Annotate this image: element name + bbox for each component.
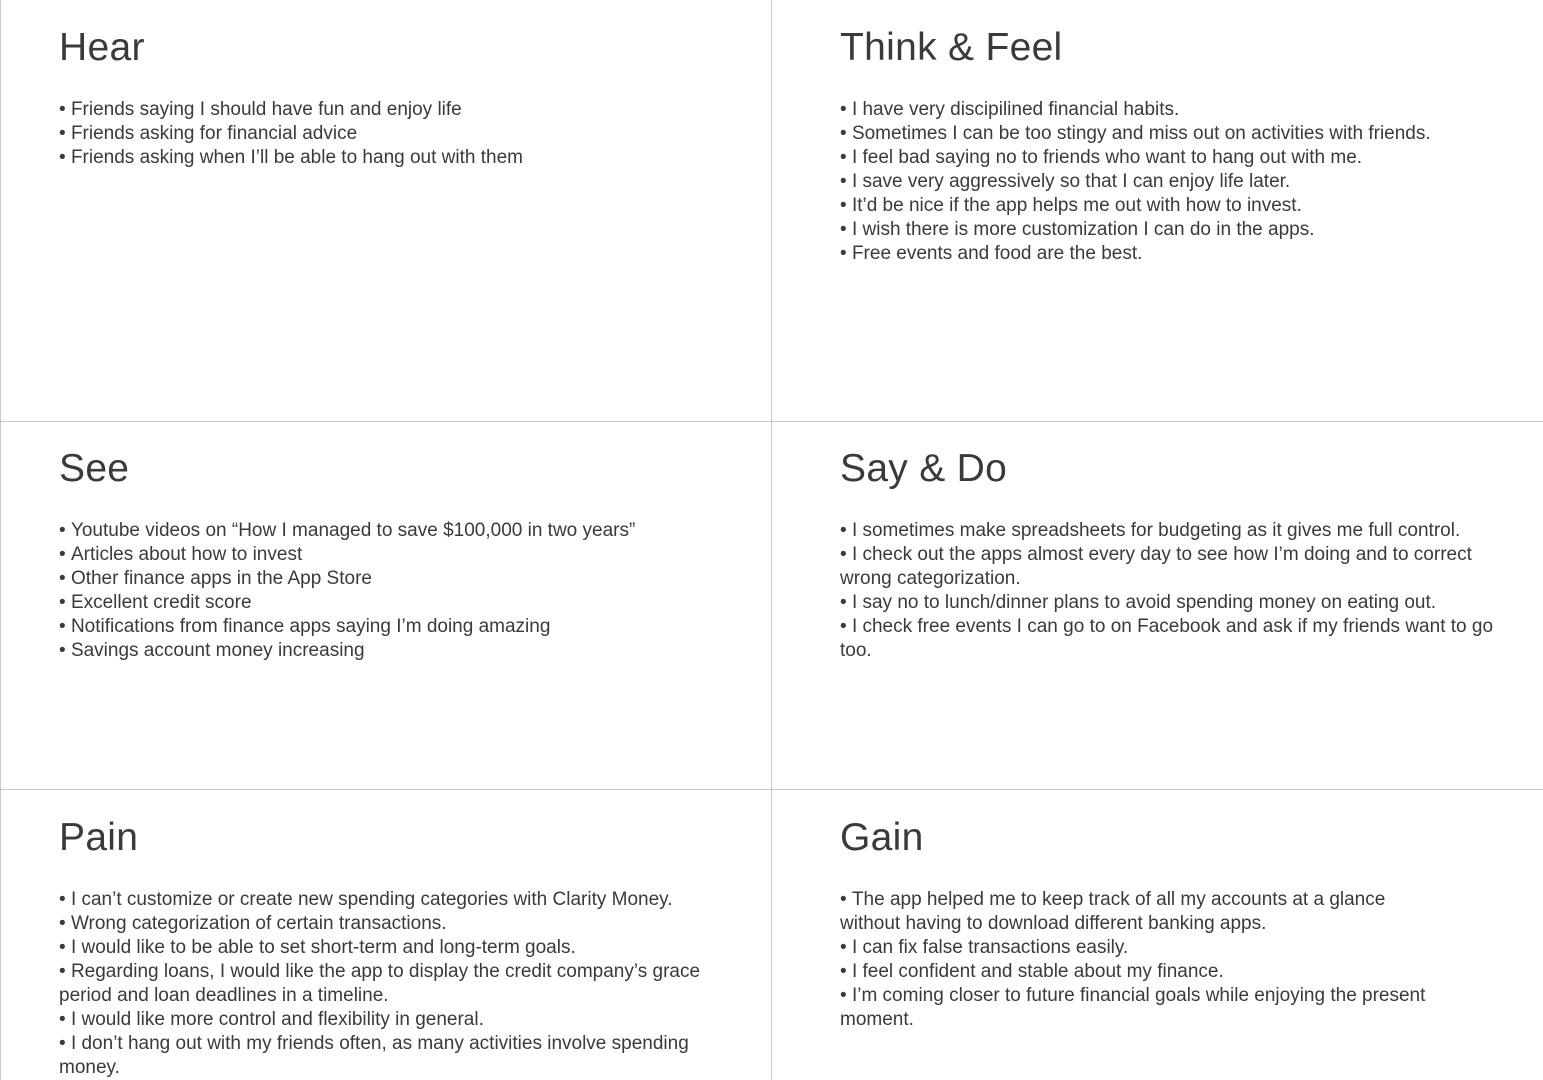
vertical-divider (771, 0, 772, 1080)
list-item: • I can fix false transactions easily. (840, 936, 1430, 960)
horizontal-divider-top (0, 421, 1543, 422)
list-item: • I can’t customize or create new spending categories with Clarity Money. (59, 888, 749, 912)
quadrant-list (59, 888, 749, 1080)
list-item: • Other finance apps in the App Store (59, 567, 749, 591)
list-item: • I would like more control and flexibility in general. (59, 1008, 749, 1032)
quadrant-title: Hear (59, 26, 145, 69)
list-item: • Free events and food are the best. (840, 242, 1530, 266)
quadrant-title: Pain (59, 816, 139, 859)
list-item: • The app helped me to keep track of all my accounts at a glance without having to download different banking apps. (840, 888, 1430, 936)
list-item: • I wish there is more customization I can do in the apps. (840, 218, 1530, 242)
quadrant-pain (59, 814, 749, 1080)
list-item: • It’d be nice if the app helps me out with how to invest. (840, 194, 1530, 218)
list-item: • Youtube videos on “How I managed to save $100,000 in two years” (59, 519, 749, 543)
list-item: • I’m coming closer to future financial goals while enjoying the present moment. (840, 984, 1430, 1032)
horizontal-divider-bottom (0, 789, 1543, 790)
list-item: • I check out the apps almost every day to see how I’m doing and to correct wrong categorization. (840, 543, 1520, 591)
quadrant-hear (59, 24, 749, 170)
quadrant-title: Say & Do (840, 447, 1008, 490)
quadrant-title: Gain (840, 816, 924, 859)
list-item: • I sometimes make spreadsheets for budgeting as it gives me full control. (840, 519, 1520, 543)
quadrant-see (59, 445, 749, 663)
quadrant-list (840, 888, 1430, 1032)
list-item: • Excellent credit score (59, 591, 749, 615)
quadrant-list (840, 98, 1530, 266)
list-item: • Sometimes I can be too stingy and miss out on activities with friends. (840, 122, 1530, 146)
quadrant-list (59, 98, 749, 170)
list-item: • I have very discipilined financial habits. (840, 98, 1530, 122)
list-item: • Friends asking for financial advice (59, 122, 749, 146)
quadrant-gain (840, 814, 1430, 1032)
list-item: • I say no to lunch/dinner plans to avoid spending money on eating out. (840, 591, 1520, 615)
quadrant-list (840, 519, 1520, 663)
quadrant-list (59, 519, 749, 663)
quadrant-say-do (840, 445, 1520, 663)
list-item: • Friends asking when I’ll be able to hang out with them (59, 146, 749, 170)
quadrant-title: See (59, 447, 130, 490)
list-item: • Notifications from finance apps saying I’m doing amazing (59, 615, 749, 639)
quadrant-think-feel (840, 24, 1530, 266)
list-item: • I would like to be able to set short-term and long-term goals. (59, 936, 749, 960)
list-item: • I feel confident and stable about my finance. (840, 960, 1430, 984)
list-item: • I don’t hang out with my friends often, as many activities involve spending money. (59, 1032, 749, 1080)
list-item: • I feel bad saying no to friends who want to hang out with me. (840, 146, 1530, 170)
list-item: • Regarding loans, I would like the app to display the credit company’s grace period and loan deadlines in a timeline. (59, 960, 749, 1008)
quadrant-title: Think & Feel (840, 26, 1063, 69)
list-item: • Wrong categorization of certain transactions. (59, 912, 749, 936)
list-item: • Articles about how to invest (59, 543, 749, 567)
list-item: • Friends saying I should have fun and enjoy life (59, 98, 749, 122)
list-item: • I check free events I can go to on Facebook and ask if my friends want to go too. (840, 615, 1520, 663)
list-item: • Savings account money increasing (59, 639, 749, 663)
left-border (0, 0, 1, 1080)
list-item: • I save very aggressively so that I can enjoy life later. (840, 170, 1530, 194)
